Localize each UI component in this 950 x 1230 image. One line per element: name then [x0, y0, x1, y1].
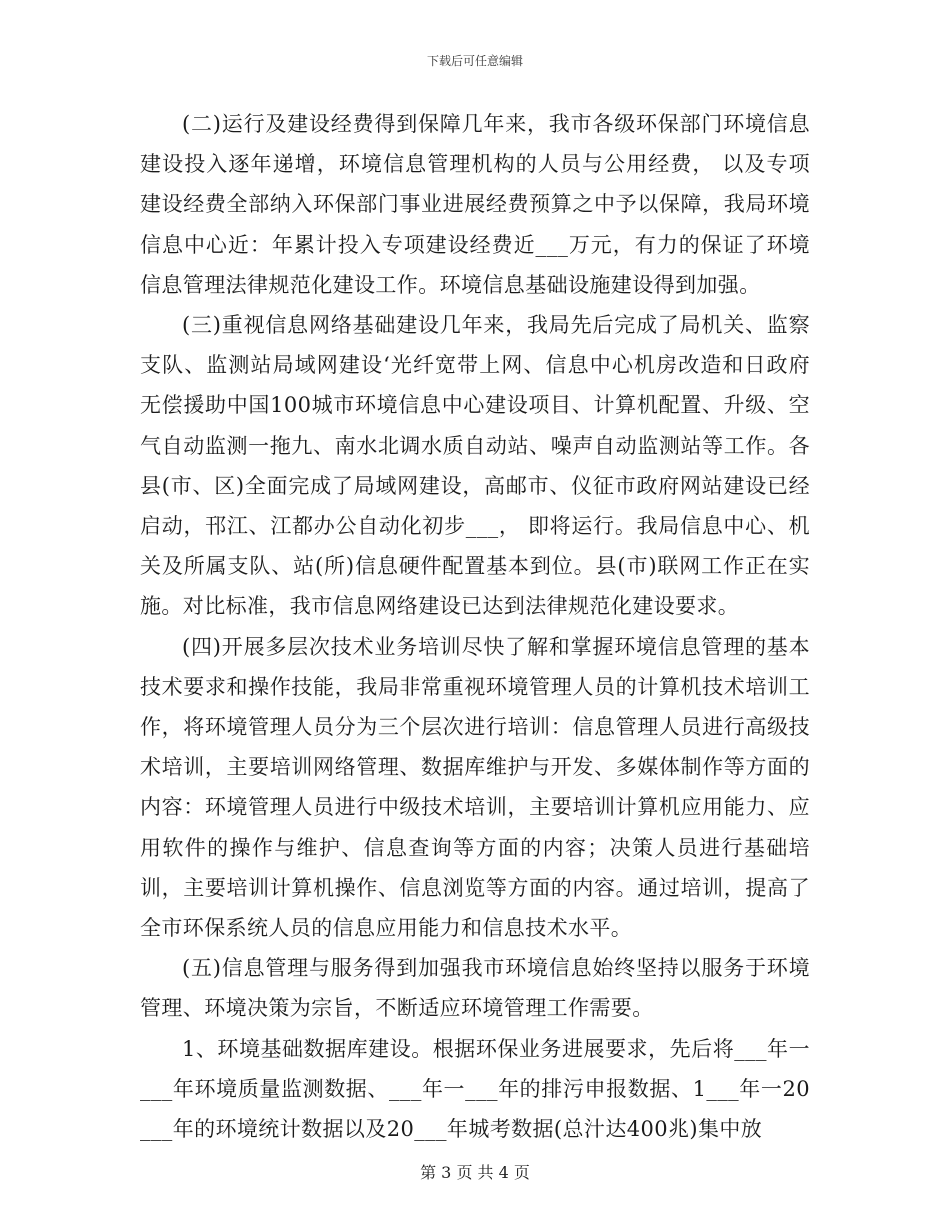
paragraph-3-network: (三)重视信息网络基础建设几年来，我局先后完成了局机关、监察支队、监测站局域网建设‘光纤宽带上网、信息中心机房改造和日政府无偿援助中国100城市环境信息中心建设项目、计算机配置、升级、空气自动监测一拖九、南水北调水质自动站、噪声自动监测站等工作。各县(市、区)全面完成了局域网建设，高邮市、仪征市政府网站建设已经启动，邗江、江都办公自动化初步___， 即将运行。我局信息中心、机关及所属支队、站(所)信息硬件配置基本到位。县(市)联网工作正在实施。对比标准，我市信息网络建设已达到法律规范化建设要求。	[140, 313, 810, 619]
paragraph-5-service: (五)信息管理与服务得到加强我市环境信息始终坚持以服务于环境管理、环境决策为宗旨，不断适应环境管理工作需要。	[140, 956, 810, 1021]
document-body	[140, 104, 810, 1149]
paragraph-database: 1、环境基础数据库建设。根据环保业务进展要求，先后将___年一___年环境质量监测数据、___年一___年的排污申报数据、1___年一20___年的环境统计数据以及20___年城考数据(总汁达400兆)集中放	[140, 1036, 810, 1142]
paragraph-2-funding: (二)运行及建设经费得到保障几年来，我市各级环保部门环境信息建设投入逐年递增，环境信息管理机构的人员与公用经费， 以及专项建设经费全部纳入环保部门事业进展经费预算之中予以保障，我局环境信息中心近：年累计投入专项建设经费近___万元，有力的保证了环境信息管理法律规范化建设工作。环境信息基础设施建设得到加强。	[140, 112, 810, 297]
header-note: 下载后可任意编辑	[426, 54, 523, 68]
page-number: 第 3 页 共 4 页	[420, 1163, 530, 1182]
paragraph-4-training: (四)开展多层次技术业务培训尽快了解和掌握环境信息管理的基本技术要求和操作技能，我局非常重视环境管理人员的计算机技术培训工作，将环境管理人员分为三个层次进行培训：信息管理人员进行高级技术培训，主要培训网络管理、数据库维护与开发、多媒体制作等方面的内容：环境管理人员进行中级技术培训，主要培训计算机应用能力、应用软件的操作与维护、信息查询等方面的内容；决策人员进行基础培训，主要培训计算机操作、信息浏览等方面的内容。通过培训，提高了全市环保系统人员的信息应用能力和信息技术水平。	[140, 634, 810, 941]
